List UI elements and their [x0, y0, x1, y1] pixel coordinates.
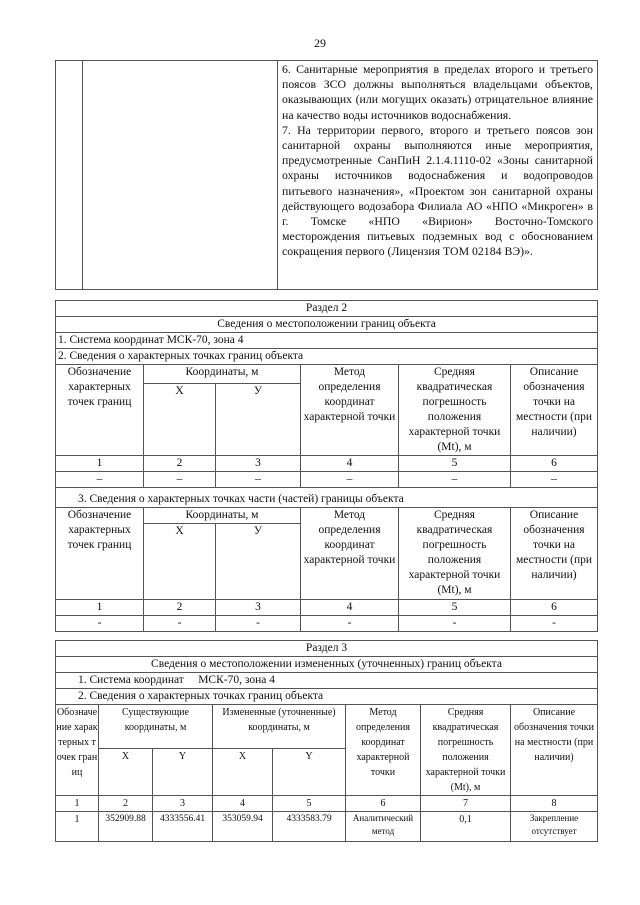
cell: -: [301, 616, 399, 632]
col-number: 7: [421, 796, 511, 812]
cell: Закрепление отсутствует: [511, 812, 598, 842]
part-heading: 2. Сведения о характерных точках границ объекта: [56, 689, 598, 705]
header-method: Метод определения координат характерной точки: [346, 705, 421, 796]
empty-cell: [83, 61, 278, 290]
header-method: Метод определения координат характерной точки: [301, 365, 399, 456]
cell: –: [301, 472, 399, 488]
header-x: X: [144, 524, 216, 600]
header-changed: Измененные (уточненные) координаты, м: [213, 705, 346, 749]
section-3-table: [55, 640, 598, 842]
cell: -: [144, 616, 216, 632]
col-number: 2: [99, 796, 153, 812]
page-number: 29: [314, 36, 326, 50]
header-y: Y: [153, 748, 213, 795]
header-designation: Обозначение характерных точек границ: [56, 365, 144, 456]
paragraph-6: 6. Санитарные мероприятия в пределах второго и третьего поясов ЗСО должны выполняться владельцами объектов, оказывающих (или могущих оказать) отрицательное влияние на качество воды источников водоснабжения.: [282, 62, 593, 122]
header-designation: Обозначение характерных точек границ: [56, 705, 99, 796]
col-number: 1: [56, 600, 144, 616]
header-x: X: [144, 384, 216, 456]
cell: –: [399, 472, 511, 488]
header-error: Средняя квадратическая погрешность положения характерной точки (Mt), м: [421, 705, 511, 796]
table-row: [56, 472, 598, 488]
cell: –: [216, 472, 301, 488]
header-y: У: [216, 384, 301, 456]
col-number: 4: [213, 796, 273, 812]
part-heading: 2. Сведения о характерных точках границ объекта: [56, 349, 598, 365]
header-coords: Координаты, м: [144, 508, 301, 524]
header-coords: Координаты, м: [144, 365, 301, 384]
empty-cell: [56, 61, 83, 290]
header-y: Y: [273, 748, 346, 795]
cell: –: [56, 472, 144, 488]
cell: –: [511, 472, 598, 488]
cell: Аналитический метод: [346, 812, 421, 842]
header-x: X: [213, 748, 273, 795]
cell: -: [511, 616, 598, 632]
cell: 4333556.41: [153, 812, 213, 842]
section-subtitle: Сведения о местоположении границ объекта: [56, 317, 598, 333]
col-number: 5: [399, 456, 511, 472]
header-method: Метод определения координат характерной точки: [301, 508, 399, 600]
header-y: У: [216, 524, 301, 600]
col-number: 2: [144, 600, 216, 616]
col-number: 2: [144, 456, 216, 472]
header-x: X: [99, 748, 153, 795]
cell: -: [56, 616, 144, 632]
section-2-table: [55, 300, 598, 632]
paragraph-7: 7. На территории первого, второго и третьего поясов зон санитарной охраны выполняются иные мероприятия, предусмотренные СанПиН 2.1.4.1110-02 «Зоны санитарной охраны источников водоснабжения и водопроводов питьевого назначения», «Проектом зон санитарной охраны действующего водозабора Филиала АО «НПО «Микроген» в г. Томске «НПО «Вирион» Восточно-Томского месторождения питьевых подземных вод с обоснованием сокращения первого (Лицензия ТОМ 02184 ВЭ)».: [282, 122, 593, 259]
header-designation: Обозначение характерных точек границ: [56, 508, 144, 600]
col-number: 5: [399, 600, 511, 616]
header-description: Описание обозначения точки на местности (при наличии): [511, 365, 598, 456]
col-number: 1: [56, 456, 144, 472]
top-table: [55, 60, 598, 290]
col-number: 3: [216, 456, 301, 472]
cell: 353059.94: [213, 812, 273, 842]
col-number: 4: [301, 600, 399, 616]
table-row: [56, 812, 598, 842]
section-title: Раздел 3: [56, 641, 598, 657]
section-title: Раздел 2: [56, 301, 598, 317]
measures-text: [278, 61, 598, 290]
header-description: Описание обозначения точки на местности (при наличии): [511, 705, 598, 796]
part-heading: 3. Сведения о характерных точках части (частей) границы объекта: [56, 488, 598, 508]
cell: 0,1: [421, 812, 511, 842]
header-error: Средняя квадратическая погрешность положения характерной точки (Mt), м: [399, 365, 511, 456]
col-number: 1: [56, 796, 99, 812]
cell: 4333583.79: [273, 812, 346, 842]
header-existing: Существующие координаты, м: [99, 705, 213, 749]
col-number: 3: [153, 796, 213, 812]
cell: 352909.88: [99, 812, 153, 842]
col-number: 5: [273, 796, 346, 812]
cell: –: [144, 472, 216, 488]
col-number: 8: [511, 796, 598, 812]
cell: -: [216, 616, 301, 632]
cell: 1: [56, 812, 99, 842]
col-number: 6: [511, 600, 598, 616]
col-number: 6: [511, 456, 598, 472]
coord-system: 1. Система координат МСК-70, зона 4: [56, 333, 598, 349]
table-row: [56, 616, 598, 632]
coord-system: 1. Система координат МСК-70, зона 4: [56, 673, 598, 689]
col-number: 6: [346, 796, 421, 812]
header-description: Описание обозначения точки на местности (при наличии): [511, 508, 598, 600]
col-number: 4: [301, 456, 399, 472]
cell: -: [399, 616, 511, 632]
section-subtitle: Сведения о местоположении измененных (уточненных) границ объекта: [56, 657, 598, 673]
col-number: 3: [216, 600, 301, 616]
header-error: Средняя квадратическая погрешность положения характерной точки (Mt), м: [399, 508, 511, 600]
